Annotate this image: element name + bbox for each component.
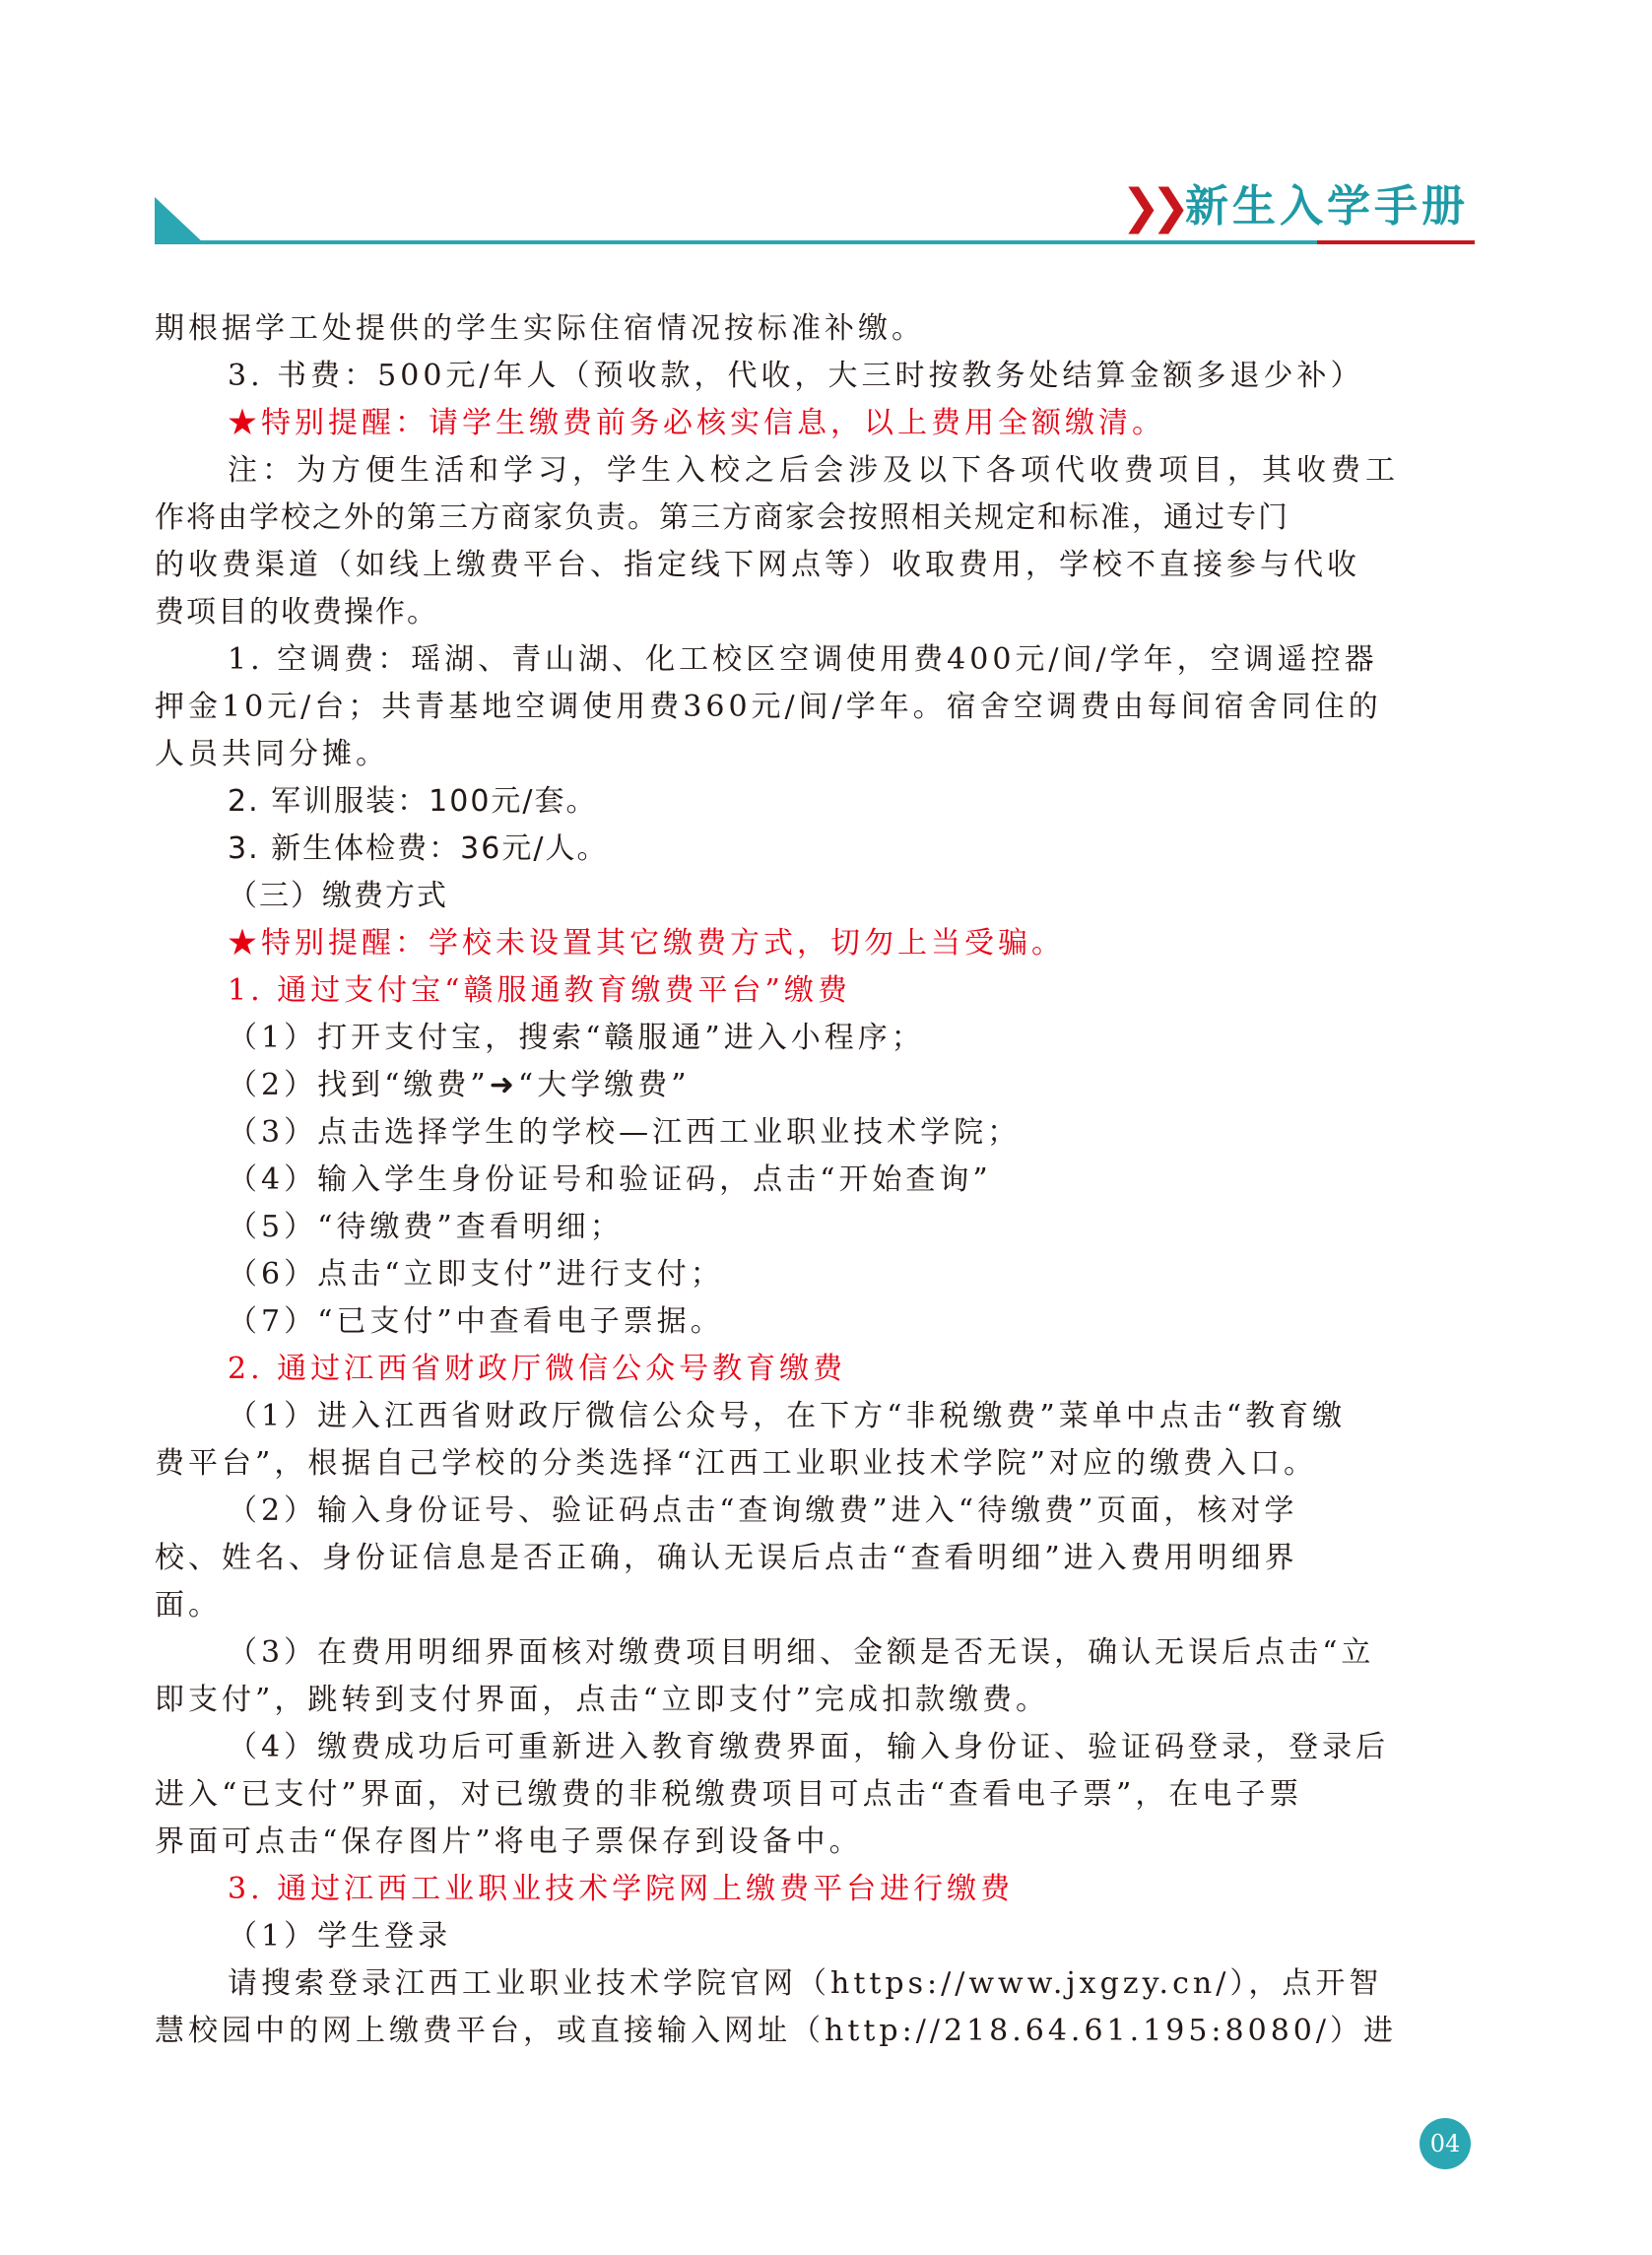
step-line: （3）在费用明细界面核对缴费项目明细、金额是否无误，确认无误后点击“立: [228, 1635, 1375, 1670]
text-line: 慧校园中的网上缴费平台，或直接输入网址（http://218.64.61.195:8080/）进: [155, 2014, 1397, 2048]
header-rule-teal: [155, 240, 1317, 244]
method-heading: 1. 通过支付宝“赣服通教育缴费平台”缴费: [228, 973, 851, 1008]
text-line: 费项目的收费操作。: [155, 595, 438, 630]
special-reminder: ★特别提醒：学校未设置其它缴费方式，切勿上当受骗。: [228, 926, 1065, 961]
step-line: （2）找到“缴费”➜“大学缴费”: [228, 1068, 691, 1102]
text-line: 的收费渠道（如线上缴费平台、指定线下网点等）收取费用，学校不直接参与代收: [155, 548, 1360, 582]
step-line: （2）输入身份证号、验证码点击“查询缴费”进入“待缴费”页面，核对学: [228, 1493, 1298, 1528]
text-line: 人员共同分摊。: [155, 737, 389, 771]
text-line: 期根据学工处提供的学生实际住宿情况按标准补缴。: [155, 311, 925, 346]
text-line: 费平台”，根据自己学校的分类选择“江西工业职业技术学院”对应的缴费入口。: [155, 1446, 1318, 1481]
page-number: 04: [1420, 2118, 1471, 2169]
method-heading: 2. 通过江西省财政厅微信公众号教育缴费: [228, 1352, 847, 1386]
step-line: （4）输入学生身份证号和验证码，点击“开始查询”: [228, 1162, 992, 1197]
text-line: 押金10元/台；共青基地空调使用费360元/间/学年。宿舍空调费由每间宿舍同住的: [155, 690, 1382, 724]
text-line: 作将由学校之外的第三方商家负责。第三方商家会按照相关规定和标准，通过专门: [155, 500, 1289, 535]
step-line: （6）点击“立即支付”进行支付；: [228, 1257, 724, 1292]
text-line: 进入“已支付”界面，对已缴费的非税缴费项目可点击“查看电子票”，在电子票: [155, 1777, 1303, 1812]
step-line: （1）打开支付宝，搜索“赣服通”进入小程序；: [228, 1021, 925, 1055]
step-line: （1）学生登录: [228, 1919, 452, 1954]
text-line: 2. 军训服装：100元/套。: [228, 784, 598, 819]
page-header: [0, 0, 1652, 256]
special-reminder: ★特别提醒：请学生缴费前务必核实信息，以上费用全额缴清。: [228, 406, 1165, 440]
step-line: （7）“已支付”中查看电子票据。: [228, 1304, 724, 1339]
method-heading: 3. 通过江西工业职业技术学院网上缴费平台进行缴费: [228, 1872, 1015, 1906]
text-line: 3. 书费：500元/年人（预收款，代收，大三时按教务处结算金额多退少补）: [228, 359, 1364, 393]
step-line: （4）缴费成功后可重新进入教育缴费界面，输入身份证、验证码登录，登录后: [228, 1730, 1390, 1764]
text-line: 注：为方便生活和学习，学生入校之后会涉及以下各项代收费项目，其收费工: [228, 453, 1400, 488]
text-line: 面。: [155, 1588, 222, 1623]
header-title: 新生入学手册: [1185, 181, 1469, 232]
text-line: 请搜索登录江西工业职业技术学院官网（https://www.jxgzy.cn/），点开智: [228, 1966, 1383, 2001]
text-line: 界面可点击“保存图片”将电子票保存到设备中。: [155, 1824, 863, 1859]
step-line: （1）进入江西省财政厅微信公众号，在下方“非税缴费”菜单中点击“教育缴: [228, 1399, 1347, 1433]
text-line: 即支付”，跳转到支付界面，点击“立即支付”完成扣款缴费。: [155, 1683, 1050, 1717]
header-rule-red: [1317, 240, 1475, 244]
text-line: 1. 空调费：瑶湖、青山湖、化工校区空调使用费400元/间/学年，空调遥控器: [228, 642, 1378, 677]
text-line: 校、姓名、身份证信息是否正确，确认无误后点击“查看明细”进入费用明细界: [155, 1541, 1298, 1575]
page-body: [155, 305, 1475, 2055]
step-line: （5）“待缴费”查看明细；: [228, 1210, 624, 1244]
header-triangle-decoration: [155, 197, 204, 243]
step-line: （3）点击选择学生的学校—江西工业职业技术学院；: [228, 1115, 1022, 1150]
text-line: 3. 新生体检费：36元/人。: [228, 831, 609, 866]
section-heading: （三）缴费方式: [228, 879, 448, 913]
double-chevron-icon: ❯❯: [1121, 179, 1181, 234]
